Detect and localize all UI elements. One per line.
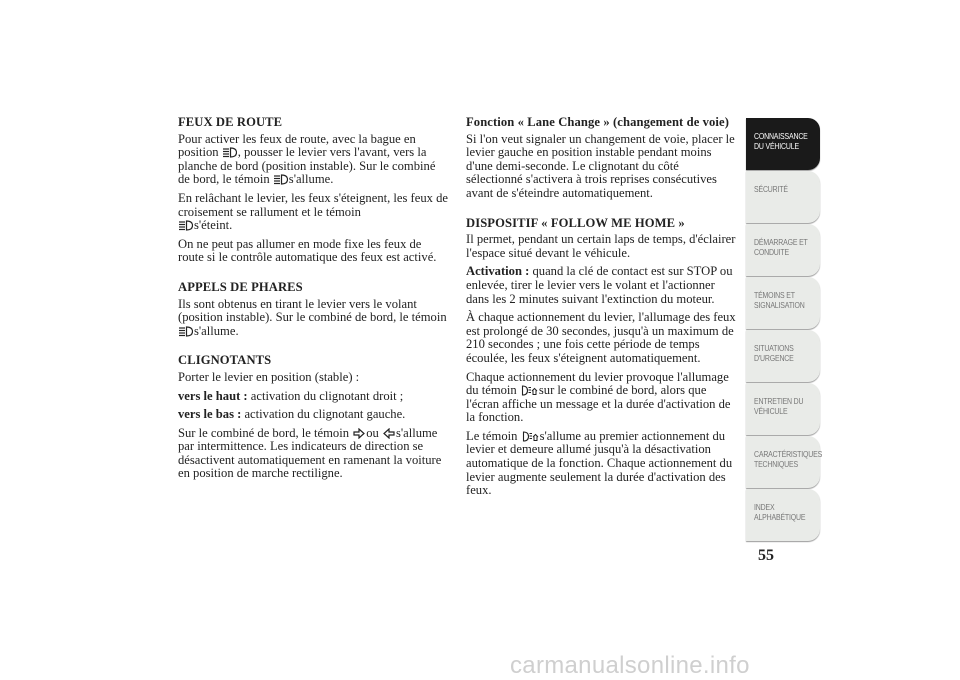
paragraph (178, 408, 450, 422)
tab-label: CONNAISSANCE DU VÉHICULE (754, 132, 808, 151)
text: Chaque actionnement du levier provoque l'allumage du témoin (466, 369, 729, 398)
text: quand la clé de contact est sur STOP ou enlevée, tirer le levier vers le volant et l'actionner dans les 2 minutes suivant l'extinction du moteur. (466, 264, 733, 306)
text: En relâchant le levier, les feux s'éteignent, les feux de croisement se rallument et le témoin (178, 190, 448, 219)
text: Ils sont obtenus en tirant le levier vers le volant (position instable). Sur le combiné de bord, le témoin (178, 296, 447, 325)
paragraph: Porter le levier en position (stable) : (178, 369, 360, 384)
text: Pour activer les feux de route, avec la bague en position (178, 131, 416, 160)
section-title-clignotants: CLIGNOTANTS (178, 353, 272, 368)
paragraph (178, 427, 450, 481)
text: activation du clignotant gauche. (244, 407, 406, 422)
tab-label: SÉCURITÉ (754, 185, 788, 194)
right-column (466, 116, 738, 503)
paragraph (466, 265, 738, 306)
paragraph: Si l'on veut signaler un changement de voie, placer le levier gauche en position instable pendant moins d'une demi-seconde. Le clignotant du côté sélectionné s'activera à trois reprises consécutives avant de s'éteindre automatiquement. (466, 131, 735, 200)
high-beam-icon (179, 220, 193, 231)
tab-label: DÉMARRAGE ET CONDUITE (754, 238, 808, 257)
text: ou (366, 425, 379, 440)
label-activation: Activation : (466, 264, 530, 279)
tab-situations-urgence[interactable] (746, 330, 820, 382)
left-column (178, 116, 450, 486)
paragraph (178, 390, 450, 404)
text: s'éteint. (194, 218, 233, 233)
text: Le témoin (466, 428, 518, 443)
paragraph: À chaque actionnement du levier, l'allumage des feux est prolongé de 30 secondes, jusqu'à un maximum de 210 secondes ; une fois cette période de temps écoulée, les feux s'éteignent automatiquement. (466, 310, 736, 365)
high-beam-icon (179, 326, 193, 337)
turn-left-arrow-icon (383, 428, 395, 439)
label-vers-le-bas: vers le bas : (178, 407, 242, 422)
tab-temoins-signalisation[interactable] (746, 277, 820, 329)
section-title-lane-change: Fonction « Lane Change » (changement de voie) (466, 115, 730, 129)
paragraph (178, 133, 450, 187)
section-title-feux-route: FEUX DE ROUTE (178, 115, 283, 129)
text: s'allume par intermittence. Les indicateurs de direction se désactivent automatiquement en ramenant la voiture en position de marche rectiligne. (178, 425, 442, 481)
text: activation du clignotant droit ; (250, 388, 404, 403)
tab-label: INDEX ALPHABÉTIQUE (754, 503, 806, 522)
paragraph: On ne peut pas allumer en mode fixe les feux de route si le contrôle automatique des feux est activé. (178, 236, 437, 265)
tab-securite[interactable] (746, 171, 820, 223)
follow-me-home-icon (521, 385, 538, 396)
tab-connaissance-vehicule[interactable] (746, 118, 820, 170)
paragraph (178, 192, 450, 233)
paragraph (466, 371, 738, 425)
text: s'allume. (288, 172, 334, 187)
section-title-follow-me-home: DISPOSITIF « FOLLOW ME HOME » (466, 215, 685, 230)
high-beam-icon (223, 147, 237, 158)
tab-label: TÉMOINS ET SIGNALISATION (754, 291, 805, 310)
text: sur le combiné de bord, alors que l'écran affiche un message et la durée d'activation de la fonction. (466, 383, 731, 425)
section-title-appels: APPELS DE PHARES (178, 279, 303, 294)
page-number: 55 (758, 547, 774, 564)
follow-me-home-icon (522, 431, 539, 442)
tab-index-alphabetique[interactable] (746, 489, 820, 541)
paragraph (466, 430, 738, 498)
tab-caracteristiques-techniques[interactable] (746, 436, 823, 488)
tab-label: ENTRETIEN DU VÉHICULE (754, 397, 804, 416)
tab-demarrage-conduite[interactable] (746, 224, 820, 276)
text: s'allume. (194, 323, 239, 338)
text: Sur le combiné de bord, le témoin (178, 425, 350, 440)
tab-entretien-vehicule[interactable] (746, 383, 820, 435)
paragraph: Il permet, pendant un certain laps de temps, d'éclairer l'espace situé devant le véhicule. (466, 232, 736, 260)
paragraph (178, 298, 450, 339)
turn-right-arrow-icon (353, 428, 365, 439)
label-vers-le-haut: vers le haut : (178, 388, 248, 403)
text: s'allume au premier actionnement du levier et demeure allumé jusqu'à la désactivation automatique de la fonction. Chaque actionnement du levier augmente seulement la durée d'activation des feux. (466, 428, 733, 498)
text: , pousser le levier vers l'avant, vers la planche de bord (position instable). Sur le combiné de bord, le témoin (178, 145, 436, 187)
tab-label: CARACTÉRISTIQUES TECHNIQUES (754, 450, 823, 469)
tab-label: SITUATIONS D'URGENCE (754, 344, 794, 363)
high-beam-icon (274, 174, 288, 185)
chapter-tabs (746, 118, 823, 542)
watermark: carmanualsonline.info (510, 652, 750, 679)
